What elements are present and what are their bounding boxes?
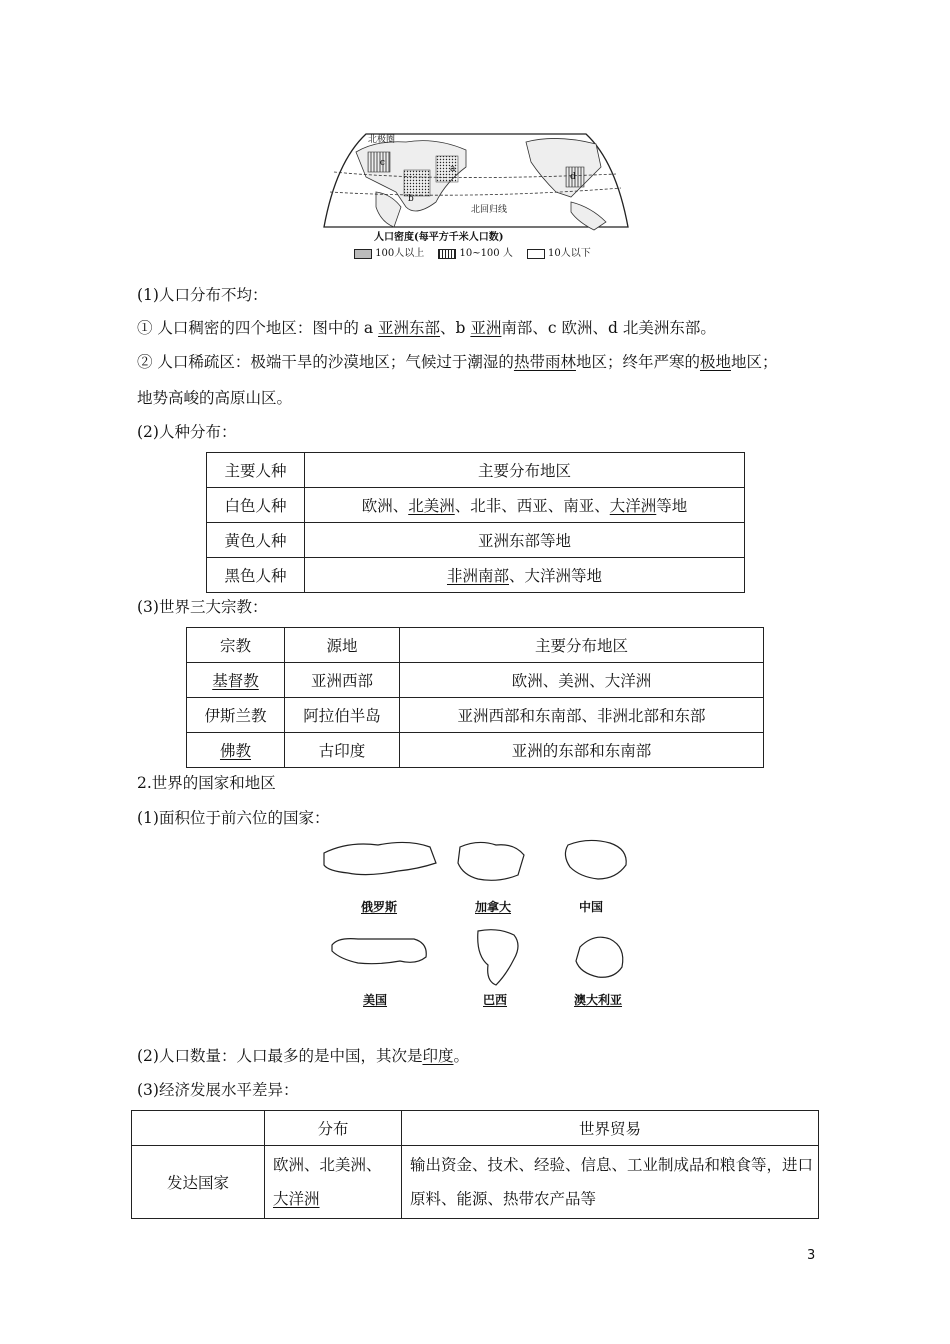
table-header-cell: 主要分布地区: [305, 453, 745, 488]
map-label-b: b: [408, 194, 414, 204]
legend-swatch-sparse: [527, 249, 545, 259]
religion-cell: 伊斯兰教: [187, 698, 285, 733]
trade-cell: 输出资金、技术、经验、信息、工业制成品和粮食等，进口 原料、能源、热带农产品等: [402, 1146, 819, 1219]
answer-asia: 亚洲: [470, 319, 502, 337]
map-label-arctic: 北极圈: [368, 135, 396, 145]
table-header-cell: 世界贸易: [402, 1111, 819, 1146]
region-cell: 亚洲东部等地: [305, 523, 745, 558]
race-table: [206, 452, 745, 593]
part2-title: 2.世界的国家和地区: [137, 774, 276, 792]
table-row: [187, 628, 764, 663]
page-number: 3: [807, 1248, 816, 1263]
table-row: [207, 453, 745, 488]
table-row: [187, 733, 764, 768]
answer-india: 印度: [422, 1047, 454, 1065]
map-label-d: d: [570, 172, 576, 182]
legend-item-medium: 10~100 人: [438, 244, 513, 259]
table-header-cell: 主要人种: [207, 453, 305, 488]
region-cell: 亚洲西部和东南部、非洲北部和东部: [400, 698, 764, 733]
sec1-line3: 地势高峻的高原山区。: [137, 389, 293, 407]
legend-item-dense: 100人以上: [354, 244, 424, 259]
origin-cell: 阿拉伯半岛: [285, 698, 400, 733]
race-cell: 黄色人种: [207, 523, 305, 558]
country-outlines-figure: [318, 835, 638, 1015]
country-label-usa: 美国: [363, 993, 388, 1007]
country-label-russia: 俄罗斯: [361, 900, 398, 914]
row-label-cell: 发达国家: [132, 1146, 265, 1219]
sec1-line1: ① 人口稠密的四个地区：图中的 a 亚洲东部、b 亚洲南部、c 欧洲、d 北美洲东部。: [137, 319, 716, 337]
table-header-cell: [132, 1111, 265, 1146]
religion-cell: 佛教: [187, 733, 285, 768]
table-row: [207, 523, 745, 558]
table-row: [187, 698, 764, 733]
legend-item-sparse: 10人以下: [527, 244, 591, 259]
origin-cell: 亚洲西部: [285, 663, 400, 698]
legend-swatch-medium: [438, 249, 456, 259]
table-row: [207, 558, 745, 593]
country-label-china: 中国: [579, 900, 604, 914]
origin-cell: 古印度: [285, 733, 400, 768]
map-label-a: a: [450, 164, 456, 174]
econ-heading: (3)经济发展水平差异：: [137, 1081, 299, 1099]
map-legend: [354, 244, 591, 259]
country-shapes: [318, 835, 638, 1015]
sec3-heading: (3)世界三大宗教：: [137, 598, 268, 616]
legend-swatch-dense: [354, 249, 372, 259]
economy-table: [131, 1110, 819, 1219]
map-legend-title: 人口密度(每平方千米人口数): [374, 232, 504, 243]
region-cell: 欧洲、美洲、大洋洲: [400, 663, 764, 698]
table-row: [207, 488, 745, 523]
country-label-australia: 澳大利亚: [574, 993, 623, 1007]
sec1-line2: ② 人口稀疏区：极端干旱的沙漠地区；气候过于潮湿的热带雨林地区；终年严寒的极地地区；: [137, 353, 778, 371]
sec1-heading: (1)人口分布不均：: [137, 286, 268, 304]
region-cell: 亚洲的东部和东南部: [400, 733, 764, 768]
answer-east-asia: 亚洲东部: [378, 319, 441, 337]
answer-oceania: 大洋洲: [273, 1190, 320, 1208]
table-row: [132, 1146, 819, 1219]
sec2-heading: (2)人种分布：: [137, 423, 237, 441]
area-heading: (1)面积位于前六位的国家：: [137, 809, 330, 827]
country-label-canada: 加拿大: [475, 900, 512, 914]
map-label-c: c: [380, 158, 386, 168]
answer-rainforest: 热带雨林: [513, 353, 576, 371]
table-row: [187, 663, 764, 698]
answer-polar: 极地: [699, 353, 731, 371]
population-line: (2)人口数量：人口最多的是中国，其次是印度。: [137, 1047, 469, 1065]
population-density-map: [316, 122, 636, 262]
table-header-cell: 主要分布地区: [400, 628, 764, 663]
race-cell: 黑色人种: [207, 558, 305, 593]
table-header-cell: 分布: [265, 1111, 402, 1146]
country-label-brazil: 巴西: [483, 993, 508, 1007]
distribution-cell: 欧洲、北美洲、 大洋洲: [265, 1146, 402, 1219]
table-header-cell: 源地: [285, 628, 400, 663]
religion-cell: 基督教: [187, 663, 285, 698]
table-row: [132, 1111, 819, 1146]
race-cell: 白色人种: [207, 488, 305, 523]
table-header-cell: 宗教: [187, 628, 285, 663]
region-cell: 非洲南部、大洋洲等地: [305, 558, 745, 593]
religion-table: [186, 627, 764, 768]
map-label-tropic: 北回归线: [471, 205, 508, 215]
region-cell: 欧洲、北美洲、北非、西亚、南亚、大洋洲等地: [305, 488, 745, 523]
